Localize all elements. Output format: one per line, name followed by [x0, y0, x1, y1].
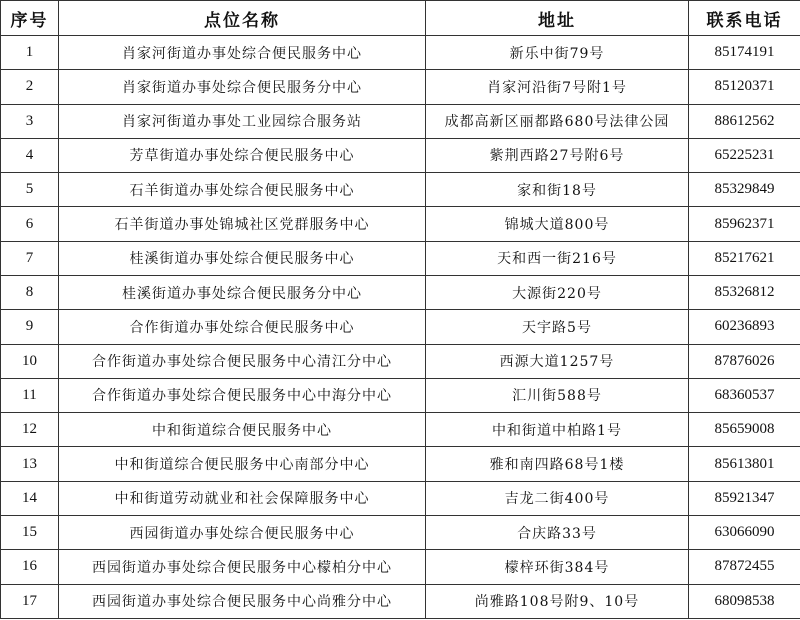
cell-name: 合作街道办事处综合便民服务中心清江分中心 [59, 344, 426, 378]
cell-phone: 85921347 [689, 481, 800, 515]
table-body [1, 36, 800, 619]
cell-index: 14 [1, 481, 59, 515]
table-row [1, 584, 800, 619]
cell-index: 16 [1, 550, 59, 584]
cell-index: 2 [1, 70, 59, 104]
cell-phone: 68098538 [689, 584, 800, 619]
table-row [1, 344, 800, 378]
cell-index: 1 [1, 36, 59, 70]
header-address: 地址 [426, 1, 689, 36]
table-row [1, 173, 800, 207]
cell-index: 3 [1, 104, 59, 138]
cell-name: 西园街道办事处综合便民服务中心尚雅分中心 [59, 584, 426, 619]
cell-address: 大源街220号 [426, 275, 689, 309]
cell-phone: 85329849 [689, 173, 800, 207]
table-row [1, 481, 800, 515]
cell-address: 肖家河沿街7号附1号 [426, 70, 689, 104]
table-row [1, 550, 800, 584]
cell-index: 12 [1, 413, 59, 447]
cell-phone: 85962371 [689, 207, 800, 241]
cell-address: 尚雅路108号附9、10号 [426, 584, 689, 619]
cell-index: 8 [1, 275, 59, 309]
cell-name: 桂溪街道办事处综合便民服务中心 [59, 241, 426, 275]
cell-address: 汇川街588号 [426, 378, 689, 412]
cell-phone: 85217621 [689, 241, 800, 275]
cell-phone: 68360537 [689, 378, 800, 412]
cell-address: 锦城大道800号 [426, 207, 689, 241]
header-name: 点位名称 [59, 1, 426, 36]
table-row [1, 36, 800, 70]
cell-name: 肖家街道办事处综合便民服务分中心 [59, 70, 426, 104]
cell-address: 合庆路33号 [426, 515, 689, 549]
cell-address: 吉龙二街400号 [426, 481, 689, 515]
header-index: 序号 [1, 1, 59, 36]
cell-address: 成都高新区丽都路680号法律公园 [426, 104, 689, 138]
table-header [1, 1, 800, 36]
cell-name: 肖家河街道办事处综合便民服务中心 [59, 36, 426, 70]
table-row [1, 413, 800, 447]
cell-address: 紫荆西路27号附6号 [426, 138, 689, 172]
header-phone: 联系电话 [689, 1, 800, 36]
cell-address: 家和街18号 [426, 173, 689, 207]
cell-phone: 63066090 [689, 515, 800, 549]
cell-index: 6 [1, 207, 59, 241]
cell-index: 7 [1, 241, 59, 275]
cell-name: 中和街道劳动就业和社会保障服务中心 [59, 481, 426, 515]
cell-index: 9 [1, 310, 59, 344]
table-row [1, 70, 800, 104]
cell-name: 芳草街道办事处综合便民服务中心 [59, 138, 426, 172]
cell-index: 13 [1, 447, 59, 481]
cell-name: 石羊街道办事处综合便民服务中心 [59, 173, 426, 207]
cell-phone: 85326812 [689, 275, 800, 309]
cell-phone: 60236893 [689, 310, 800, 344]
table-row [1, 138, 800, 172]
cell-name: 中和街道综合便民服务中心南部分中心 [59, 447, 426, 481]
cell-address: 雅和南四路68号1楼 [426, 447, 689, 481]
cell-phone: 87872455 [689, 550, 800, 584]
cell-index: 10 [1, 344, 59, 378]
table-row [1, 207, 800, 241]
cell-name: 桂溪街道办事处综合便民服务分中心 [59, 275, 426, 309]
cell-name: 肖家河街道办事处工业园综合服务站 [59, 104, 426, 138]
cell-name: 合作街道办事处综合便民服务中心中海分中心 [59, 378, 426, 412]
table-row [1, 104, 800, 138]
cell-address: 天和西一街216号 [426, 241, 689, 275]
cell-address: 中和街道中柏路1号 [426, 413, 689, 447]
table-row [1, 447, 800, 481]
cell-address: 西源大道1257号 [426, 344, 689, 378]
cell-name: 合作街道办事处综合便民服务中心 [59, 310, 426, 344]
cell-name: 中和街道综合便民服务中心 [59, 413, 426, 447]
cell-name: 石羊街道办事处锦城社区党群服务中心 [59, 207, 426, 241]
cell-phone: 85120371 [689, 70, 800, 104]
cell-index: 11 [1, 378, 59, 412]
cell-phone: 85659008 [689, 413, 800, 447]
cell-address: 檬梓环街384号 [426, 550, 689, 584]
table-row [1, 241, 800, 275]
cell-address: 新乐中街79号 [426, 36, 689, 70]
cell-phone: 87876026 [689, 344, 800, 378]
cell-index: 4 [1, 138, 59, 172]
table-row [1, 378, 800, 412]
table-row [1, 275, 800, 309]
cell-index: 17 [1, 584, 59, 619]
cell-address: 天宇路5号 [426, 310, 689, 344]
cell-phone: 88612562 [689, 104, 800, 138]
cell-phone: 85613801 [689, 447, 800, 481]
cell-name: 西园街道办事处综合便民服务中心 [59, 515, 426, 549]
table-row [1, 310, 800, 344]
cell-phone: 65225231 [689, 138, 800, 172]
cell-index: 5 [1, 173, 59, 207]
cell-name: 西园街道办事处综合便民服务中心檬柏分中心 [59, 550, 426, 584]
cell-phone: 85174191 [689, 36, 800, 70]
table-row [1, 515, 800, 549]
header-row [1, 1, 800, 36]
cell-index: 15 [1, 515, 59, 549]
